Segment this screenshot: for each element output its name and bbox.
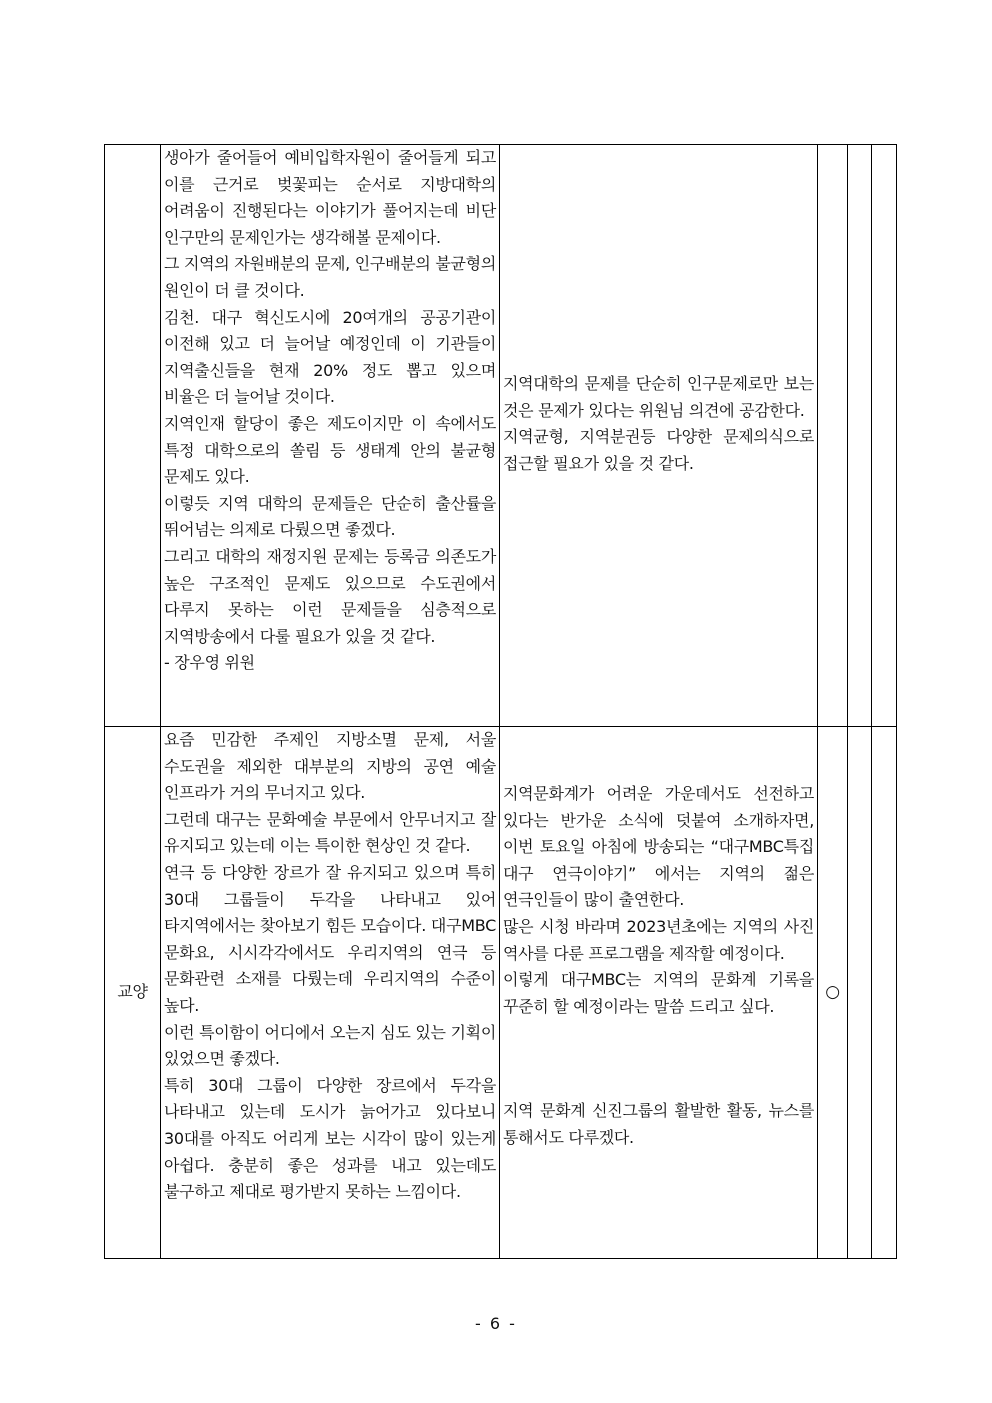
response-paragraph: 이렇게 대구MBC는 지역의 문화계 기록을 꾸준히 할 예정이라는 말씀 드리고 싶다. (503, 970, 814, 1016)
opinion-cell (161, 727, 500, 1259)
cell-spacer (500, 1020, 817, 1098)
opinion-paragraph: 김천. 대구 혁신도시에 20여개의 공공기관이 이전해 있고 더 늘어날 예정인데 이 기관들이 지역출신들을 현재 20% 정도 뽑고 있으며 비율은 더 늘어날 것이다. (164, 307, 496, 407)
empty-cell (848, 145, 872, 727)
opinion-paragraph: 그 지역의 자원배분의 문제, 인구배분의 불균형의 원인이 더 클 것이다. (164, 254, 496, 300)
table-row (105, 145, 897, 727)
opinion-paragraph: 그런데 대구는 문화예술 부문에서 안무너지고 잘 유지되고 있는데 이는 특이한 현상인 것 같다. (164, 809, 496, 856)
response-cell (500, 727, 818, 1259)
response-paragraph: 많은 시청 바라며 2023년초에는 지역의 사진 역사를 다룬 프로그램을 제작할 예정이다. (503, 916, 814, 963)
empty-cell (872, 727, 897, 1259)
cell-spacer (500, 145, 817, 371)
opinion-author: - 장우영 위원 (164, 653, 255, 673)
response-paragraph: 지역대학의 문제를 단순히 인구문제로만 보는 것은 문제가 있다는 위원님 의견에 공감한다. (503, 374, 814, 420)
category-cell (105, 145, 161, 727)
response-paragraph: 지역 문화계 신진그룹의 활발한 활동, 뉴스를 통해서도 다루겠다. (503, 1101, 814, 1147)
opinion-cell (161, 145, 500, 727)
table-row (105, 727, 897, 1259)
empty-cell (848, 727, 872, 1259)
opinion-paragraph: 연극 등 다양한 장르가 잘 유지되고 있으며 특히 30대 그룹들이 두각을 나타내고 있어 타지역에서는 찾아보기 힘든 모습이다. 대구MBC 문화요, 시시각각에서도 우리지역의 연극 등 문화관련 소재를 다뤘는데 우리지역의 수준이 높다. (164, 862, 496, 1015)
response-paragraph: 지역균형, 지역분권등 다양한 문제의식으로 접근할 필요가 있을 것 같다. (503, 427, 814, 473)
page-number: - 6 - (475, 1314, 517, 1333)
opinion-paragraph: 요즘 민감한 주제인 지방소멸 문제, 서울 수도권을 제외한 대부분의 지방의 공연 예술 인프라가 거의 무너지고 있다. (164, 730, 496, 803)
opinion-paragraph: 그리고 대학의 재정지원 문제는 등록금 의존도가 높은 구조적인 문제도 있으므로 수도권에서 다루지 못하는 이런 문제들을 심층적으로 지역방송에서 다룰 필요가 있을 것 같다. (164, 546, 496, 646)
opinion-paragraph: 이런 특이함이 어디에서 오는지 심도 있는 기획이 있었으면 좋겠다. (164, 1022, 496, 1069)
opinion-paragraph: 특히 30대 그룹이 다양한 장르에서 두각을 나타내고 있는데 도시가 늙어가고 있다보니 30대를 아직도 어리게 보는 시각이 많이 있는게 아쉽다. 충분히 좋은 성과를 내고 있는데도 불구하고 제대로 평가받지 못하는 느낌이다. (164, 1075, 496, 1202)
opinion-paragraph: 생아가 줄어들어 예비입학자원이 줄어들게 되고 이를 근거로 벚꽃피는 순서로 지방대학의 어려움이 진행된다는 이야기가 풀어지는데 비단 인구만의 문제인가는 생각해볼 문제이다. (164, 148, 496, 247)
cell-spacer (500, 727, 817, 781)
check-mark: ○ (818, 727, 848, 1259)
review-table (104, 144, 897, 1259)
mark-cell (818, 145, 848, 727)
response-cell (500, 145, 818, 727)
category-cell: 교양 (105, 727, 161, 1259)
empty-cell (872, 145, 897, 727)
opinion-paragraph: 이렇듯 지역 대학의 문제들은 단순히 출산률을 뛰어넘는 의제로 다뤘으면 좋겠다. (164, 493, 496, 540)
opinion-paragraph: 지역인재 할당이 좋은 제도이지만 이 속에서도 특정 대학으로의 쏠림 등 생태계 안의 불균형 문제도 있다. (164, 413, 496, 487)
response-paragraph: 지역문화계가 어려운 가운데서도 선전하고 있다는 반가운 소식에 덧붙여 소개하자면, 이번 토요일 아침에 방송되는 “대구MBC특집 대구 연극이야기” 에서는 지역의 젊은 연극인들이 많이 출연한다. (503, 784, 814, 910)
